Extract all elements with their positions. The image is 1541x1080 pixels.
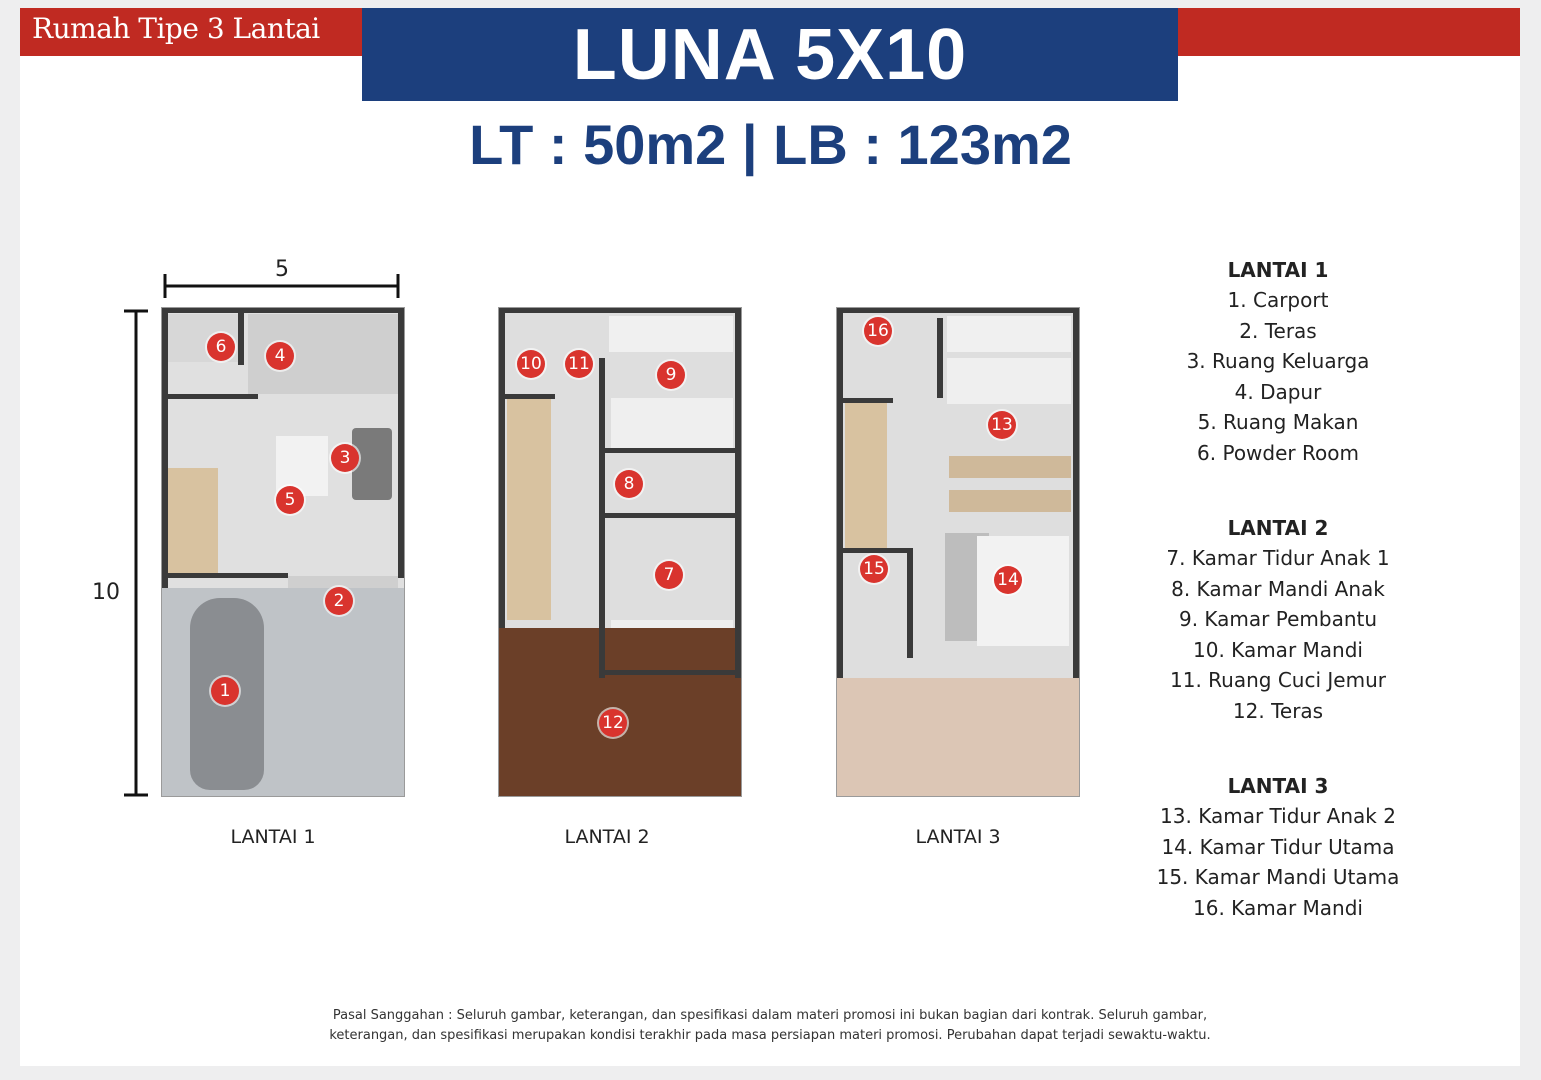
room-marker: 11 <box>565 350 593 378</box>
legend-item: 1. Carport <box>1227 288 1329 312</box>
legend-item: 14. Kamar Tidur Utama <box>1161 834 1395 859</box>
legend-item: 11. Ruang Cuci Jemur <box>1170 668 1386 692</box>
room-marker: 16 <box>864 317 892 345</box>
disclaimer <box>250 1006 1290 1046</box>
disclaimer-line-1: Pasal Sanggahan : Seluruh gambar, keterangan, dan spesifikasi dalam materi promosi ini bukan bagian dari kontrak. Seluruh gambar, <box>332 1008 1208 1023</box>
room-marker: 3 <box>331 444 359 472</box>
legend-item: 10. Kamar Mandi <box>1193 637 1363 662</box>
legend-item: 9. Kamar Pembantu <box>1178 607 1378 631</box>
legend-item: 13. Kamar Tidur Anak 2 <box>1160 804 1396 828</box>
legend-item: 15. Kamar Mandi Utama <box>1156 865 1400 889</box>
legend-item: 16. Kamar Mandi <box>1193 895 1363 920</box>
legend-heading-lantai-3: LANTAI 3 <box>1227 774 1329 798</box>
room-marker: 4 <box>266 342 294 370</box>
room-marker: 6 <box>207 333 235 361</box>
floor-plan-2-label: LANTAI 2 <box>564 826 650 848</box>
page-title: LUNA 5X10 <box>572 14 968 95</box>
room-marker: 2 <box>325 587 353 615</box>
legend-heading-lantai-1: LANTAI 1 <box>1227 258 1329 282</box>
room-marker: 10 <box>517 350 545 378</box>
floor-plan-1-label: LANTAI 1 <box>230 826 316 848</box>
room-marker: 5 <box>276 486 304 514</box>
legend-item: 3. Ruang Keluarga <box>1186 349 1370 373</box>
room-marker: 12 <box>599 709 627 737</box>
room-marker: 7 <box>655 561 683 589</box>
floor-plan-2 <box>499 308 741 796</box>
legend-item: 2. Teras <box>1239 318 1317 343</box>
length-dimension: 10 <box>92 580 120 605</box>
floor-plan-3-label: LANTAI 3 <box>915 826 1001 848</box>
disclaimer-line-2: keterangan, dan spesifikasi merupakan kondisi terakhir pada masa persiapan materi promosi. Perubahan dapat terjadi sewaktu-waktu. <box>329 1028 1211 1043</box>
floor-plan-3 <box>837 308 1079 796</box>
legend-item: 5. Ruang Makan <box>1197 410 1359 434</box>
width-dimension: 5 <box>275 257 289 282</box>
legend-item: 6. Powder Room <box>1197 440 1359 465</box>
room-marker: 1 <box>211 677 239 705</box>
legend-item: 4. Dapur <box>1234 379 1322 404</box>
legend-heading-lantai-2: LANTAI 2 <box>1227 516 1329 540</box>
floor-plan-1 <box>162 308 404 796</box>
legend-item: 7. Kamar Tidur Anak 1 <box>1166 546 1390 570</box>
legend-item: 8. Kamar Mandi Anak <box>1171 576 1385 601</box>
room-marker: 13 <box>988 411 1016 439</box>
room-marker: 15 <box>860 555 888 583</box>
house-type-label: Rumah Tipe 3 Lantai <box>32 12 320 45</box>
legend-item: 12. Teras <box>1232 698 1324 723</box>
room-marker: 8 <box>615 470 643 498</box>
area-subtitle: LT : 50m2 | LB : 123m2 <box>469 113 1072 176</box>
room-marker: 9 <box>657 361 685 389</box>
room-legend <box>1138 255 1418 923</box>
room-marker: 14 <box>994 566 1022 594</box>
